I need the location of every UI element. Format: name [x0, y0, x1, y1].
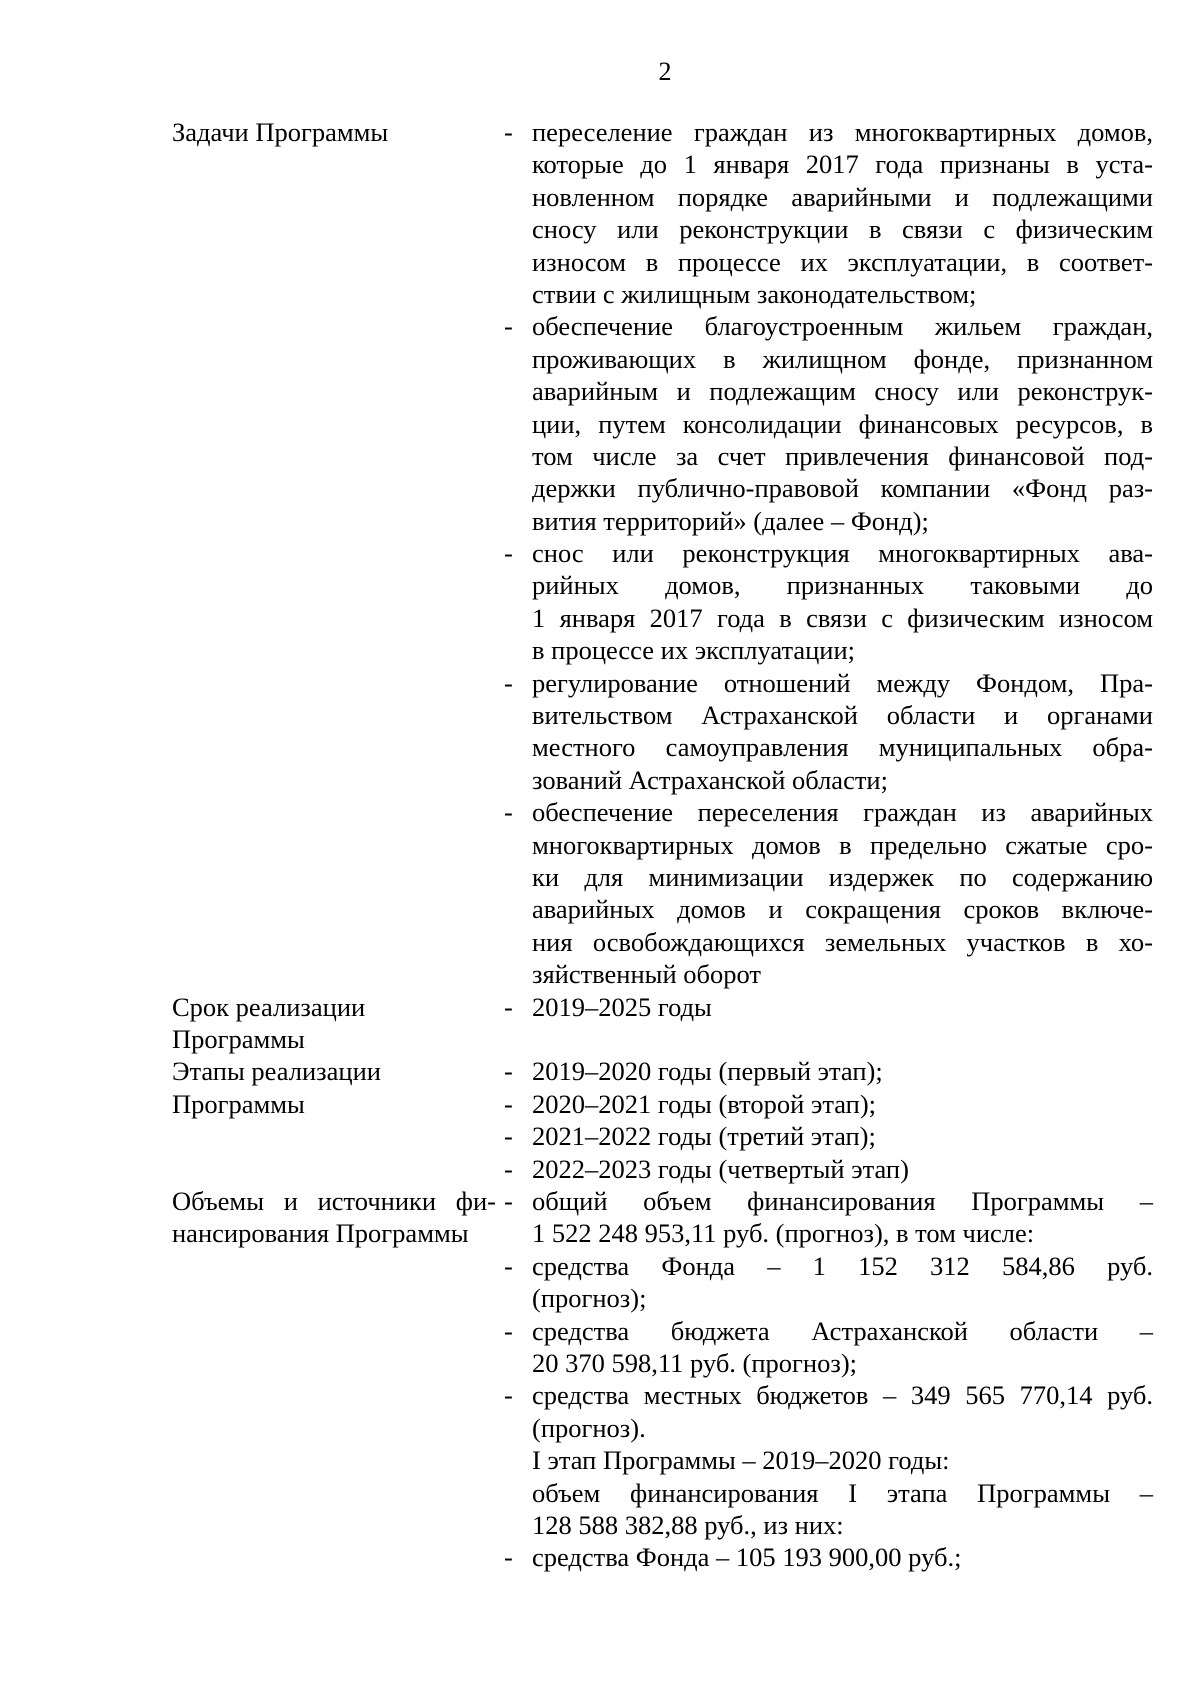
dash-marker: -: [504, 117, 513, 147]
text-line: 128 588 382,88 руб., из них:: [532, 1509, 844, 1540]
list-item: [496, 310, 1153, 537]
row-tasks: [172, 116, 1153, 991]
label-term: Срок реализации Программы: [172, 991, 366, 1054]
text-line: ствии с жилищным законодательством;: [532, 278, 977, 309]
dash-marker: -: [504, 1088, 513, 1119]
text-line: 2022–2023 годы (четвертый этап): [532, 1153, 909, 1184]
list-item: [496, 1379, 1153, 1444]
label-tasks: Задачи Программы: [172, 117, 389, 147]
list-item: [496, 537, 1153, 667]
text-line: многоквартирных домов в предельно сжатые сро-: [532, 829, 1153, 860]
text-line: средства Фонда – 105 193 900,00 руб.;: [532, 1542, 962, 1573]
text-line: ции, путем консолидации финансовых ресурсов, в: [532, 408, 1153, 439]
text-line: зяйственный оборот: [532, 959, 761, 990]
row-term: [172, 991, 1153, 1056]
text-line: аварийным и подлежащим сносу или реконструк-: [532, 376, 1153, 407]
list-item: [496, 1120, 1153, 1152]
text-line: местного самоуправления муниципальных обра-: [532, 732, 1153, 763]
list-item: [496, 667, 1153, 797]
text-line: 2019–2025 годы: [532, 991, 712, 1022]
text-line: ки для минимизации издержек по содержанию: [532, 861, 1153, 892]
list-item: [496, 1185, 1153, 1250]
dash-marker: -: [504, 311, 513, 342]
text-line: том числе за счет привлечения финансовой под-: [532, 440, 1153, 471]
text-line: проживающих в жилищном фонде, признанном: [532, 343, 1153, 374]
text-line: 1 января 2017 года в связи с физическим износом: [532, 602, 1153, 633]
stage1-heading: I этап Программы – 2019–2020 годы:: [532, 1445, 950, 1476]
text-line: сносу или реконструкции в связи с физическим: [532, 214, 1153, 245]
row-stages: [172, 1055, 1153, 1185]
dash-marker: -: [504, 538, 513, 569]
funding-list: [496, 1185, 1153, 1574]
text-line: общий объем финансирования Программы –: [532, 1185, 1153, 1216]
row-funding: [172, 1185, 1153, 1574]
text-line: которые до 1 января 2017 года признаны в уста-: [532, 149, 1153, 180]
text-line: (прогноз);: [532, 1283, 647, 1314]
text-line: обеспечение благоустроенным жильем граждан,: [532, 311, 1153, 342]
text-line: снос или реконструкция многоквартирных ава-: [532, 538, 1153, 569]
text-line: в процессе их эксплуатации;: [532, 635, 856, 666]
text-line: средства местных бюджетов – 349 565 770,14 руб.: [532, 1380, 1153, 1411]
text-line: (прогноз).: [532, 1412, 646, 1443]
dash-marker: -: [504, 1542, 513, 1573]
tasks-list: [496, 116, 1153, 991]
text-line: регулирование отношений между Фондом, Пра-: [532, 667, 1153, 698]
text-line: 1 522 248 953,11 руб. (прогноз), в том числе:: [532, 1218, 1035, 1249]
dash-marker: -: [504, 1185, 513, 1216]
label-stages: Этапы реализации Программы: [172, 1056, 381, 1119]
text-line: ния освобождающихся земельных участков в хо-: [532, 926, 1153, 957]
text-line: 2021–2022 годы (третий этап);: [532, 1121, 876, 1152]
dash-marker: -: [504, 1250, 513, 1281]
term-list: [496, 991, 1153, 1023]
text-line: переселение граждан из многоквартирных домов,: [532, 117, 1153, 147]
text-line: 20 370 598,11 руб. (прогноз);: [532, 1347, 858, 1378]
text-line: рийных домов, признанных таковыми до: [532, 570, 1153, 601]
list-item: [496, 1088, 1153, 1120]
text-line: средства бюджета Астраханской области –: [532, 1315, 1153, 1346]
dash-marker: -: [504, 797, 513, 828]
text-line: вития территорий» (далее – Фонд);: [532, 505, 929, 536]
list-item: [496, 1541, 1153, 1573]
label-funding: Объемы и источники фи- нансирования Программы: [172, 1185, 496, 1249]
list-item: [496, 1055, 1153, 1087]
text-line: вительством Астраханской области и органами: [532, 700, 1153, 731]
dash-marker: -: [504, 1380, 513, 1411]
page-number: 2: [658, 57, 672, 86]
text-line: 2019–2020 годы (первый этап);: [532, 1056, 883, 1087]
text-line: аварийных домов и сокращения сроков включе-: [532, 894, 1153, 925]
text-line: зований Астраханской области;: [532, 764, 888, 795]
list-item: [496, 991, 1153, 1023]
list-item: [496, 1250, 1153, 1315]
dash-marker: -: [504, 1121, 513, 1152]
text-line: 2020–2021 годы (второй этап);: [532, 1088, 877, 1119]
list-item: [496, 1315, 1153, 1380]
text-line: средства Фонда – 1 152 312 584,86 руб.: [532, 1250, 1153, 1281]
text-line: новленном порядке аварийными и подлежащими: [532, 181, 1153, 212]
list-item: [496, 1153, 1153, 1185]
stage1-block: [496, 1444, 1153, 1541]
dash-marker: -: [504, 1056, 513, 1087]
dash-marker: -: [504, 991, 513, 1022]
program-passport: [172, 116, 1153, 1574]
stages-list: [496, 1055, 1153, 1185]
list-item: [496, 796, 1153, 990]
dash-marker: -: [504, 1315, 513, 1346]
text-line: износом в процессе их эксплуатации, в соответ-: [532, 246, 1153, 277]
list-item: [496, 116, 1153, 310]
text-line: объем финансирования I этапа Программы –: [532, 1477, 1153, 1508]
dash-marker: -: [504, 1153, 513, 1184]
text-line: обеспечение переселения граждан из аварийных: [532, 797, 1153, 828]
text-line: держки публично-правовой компании «Фонд раз-: [532, 473, 1153, 504]
dash-marker: -: [504, 667, 513, 698]
